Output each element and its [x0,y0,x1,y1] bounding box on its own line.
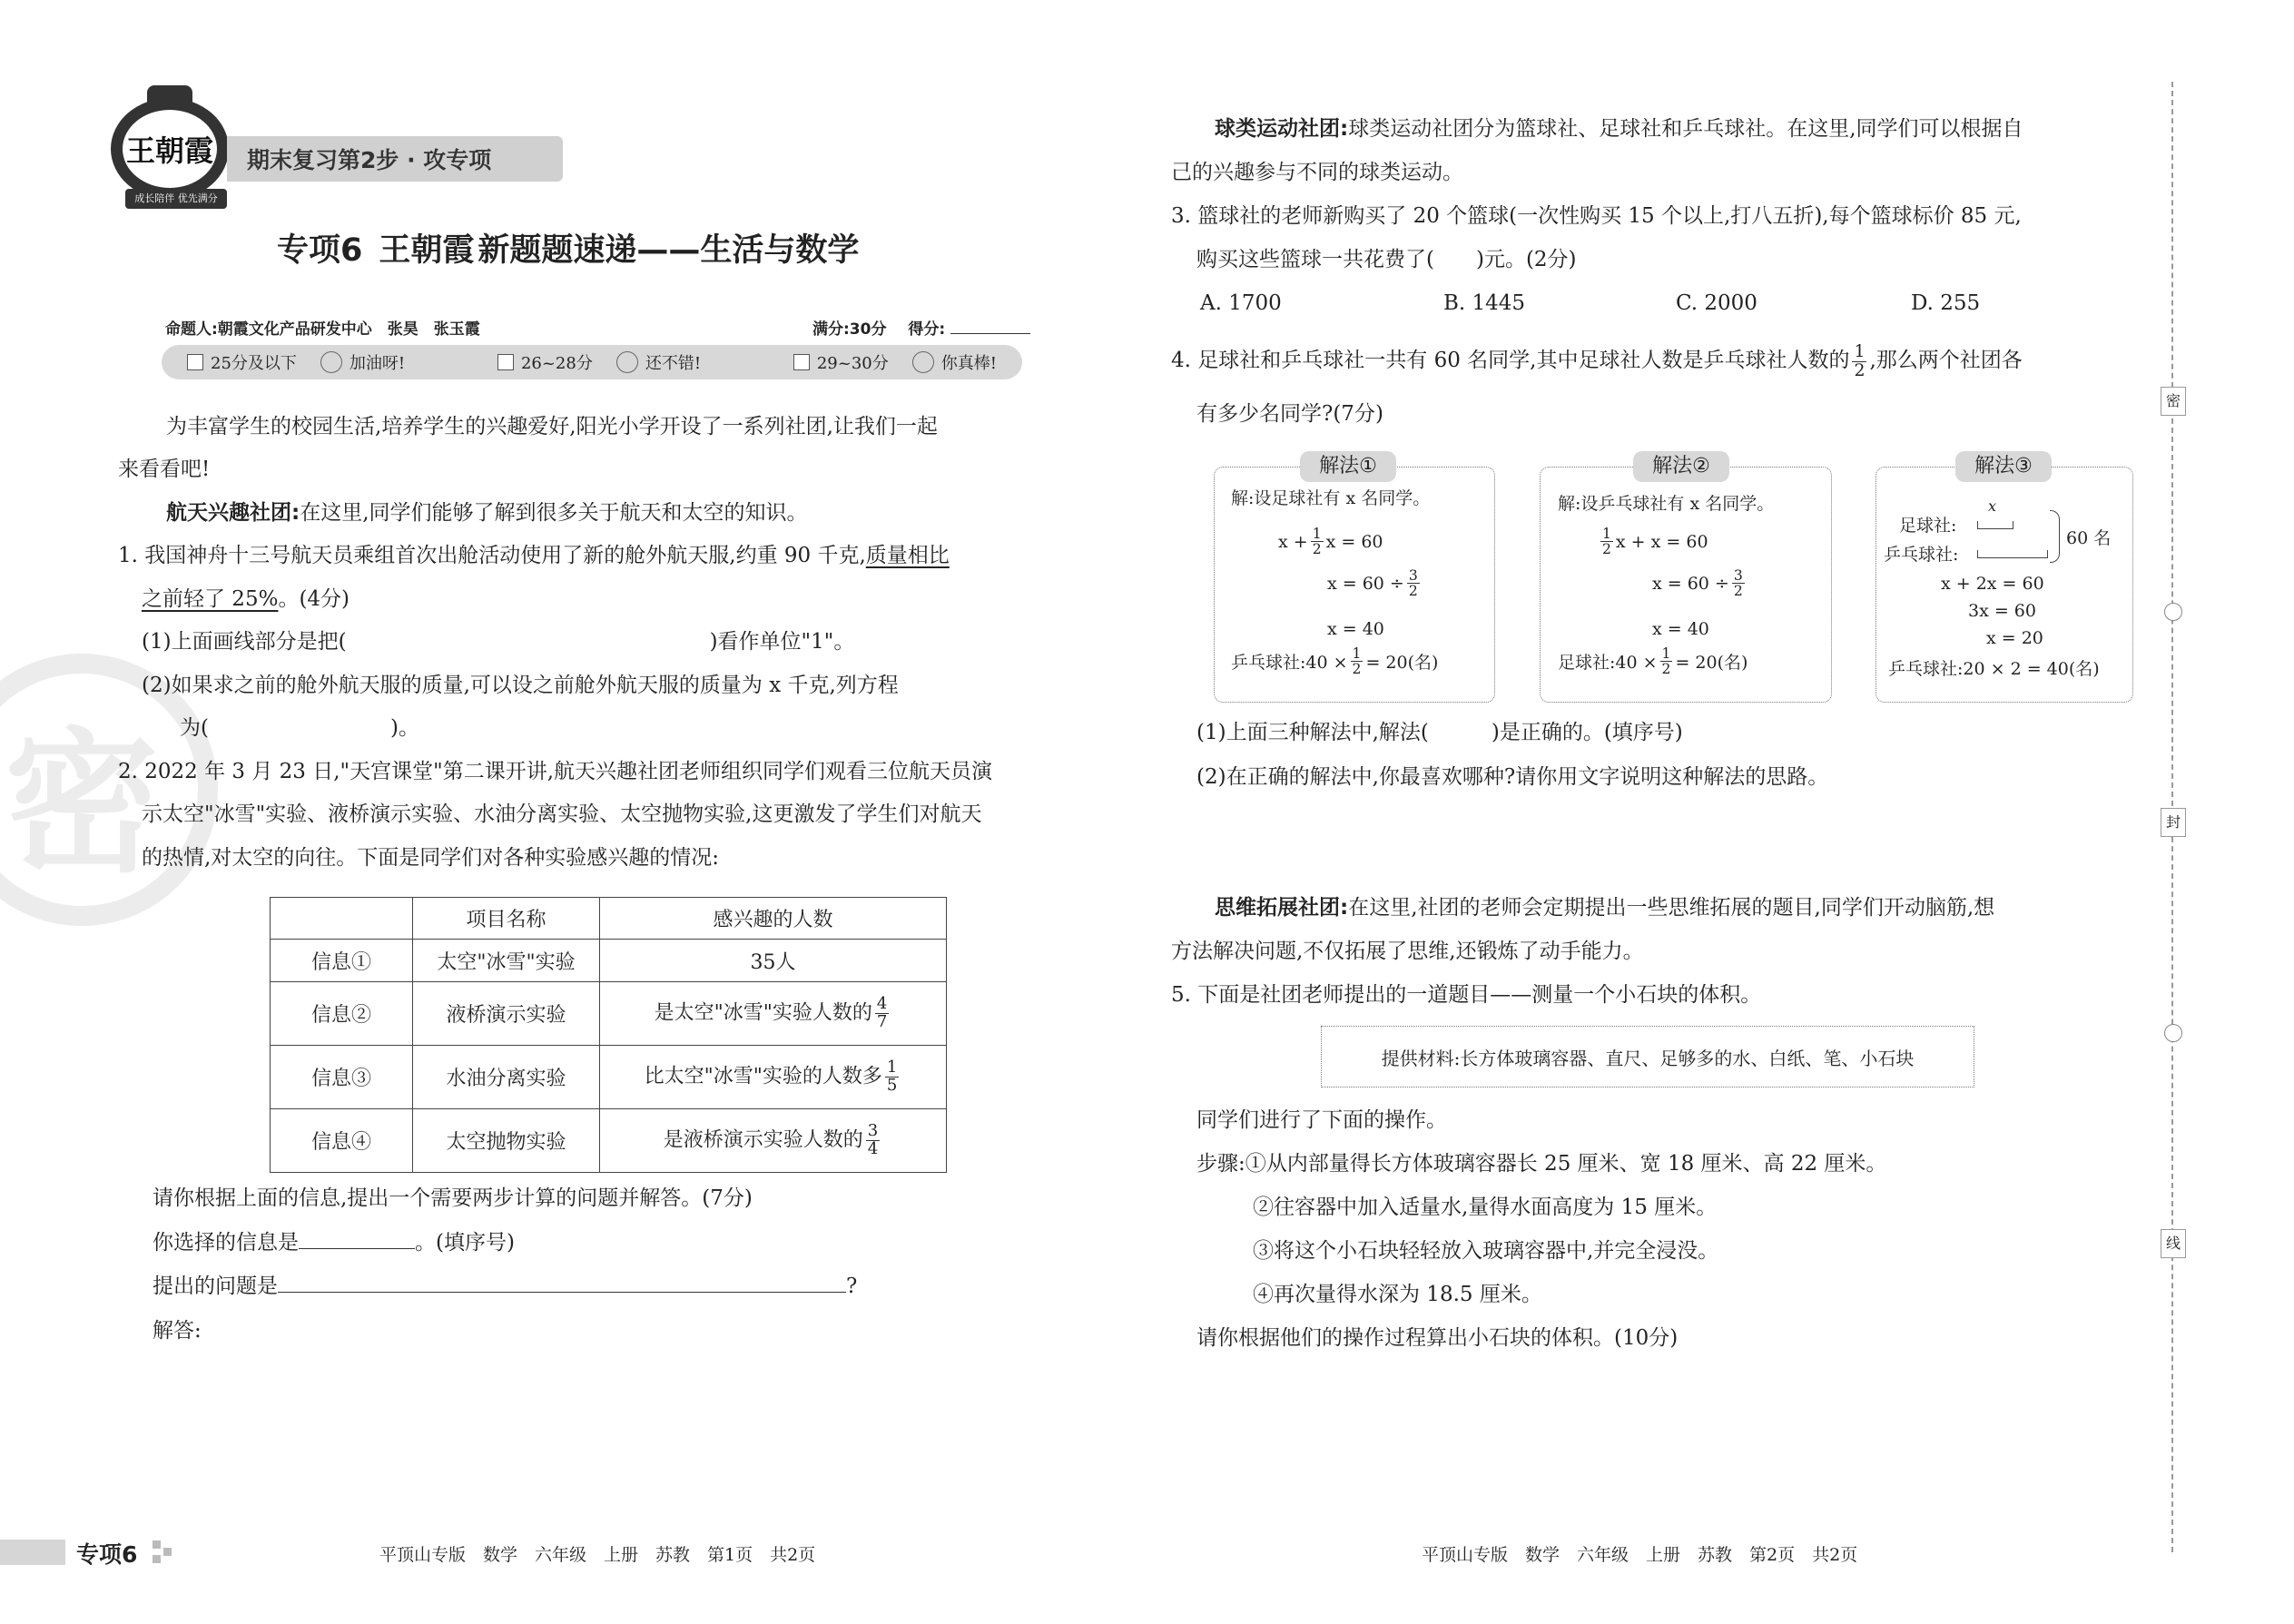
page-title [277,225,859,271]
method3-label-football: 足球社: [1899,516,1957,536]
method-tag-3: 解法③ [1955,451,2052,482]
q3-option-b[interactable]: B. 1445 [1443,291,1526,315]
q1-line-2: 之前轻了 25%。(4分) [142,587,350,611]
score-level-3: 29~30分 你真棒! [793,350,997,374]
footer-section-label: 专项6 [76,1541,138,1568]
method3-label-pingpong: 乒乓球社: [1884,545,1959,565]
q3-option-a[interactable]: A. 1700 [1200,291,1282,315]
review-step-label: 期末复习第2步 · 攻专项 [247,147,492,173]
q5-step-4: ④再次量得水深为 18.5 厘米。 [1253,1283,1542,1306]
table-row: 信息③ 水油分离实验 比太空"冰雪"实验的人数多 $\frac{1}{5}$ [271,1046,947,1109]
method3-eq4: 乒乓球社:20 × 2 = 40(名) [1888,659,2100,679]
q2-line-2: 示太空"冰雪"实验、液桥演示实验、水油分离实验、太空抛物实验,这更激发了学生们对航天 [142,802,982,826]
binding-label-2: 封 [2161,808,2186,837]
method3-eq3: x = 20 [1986,628,2043,648]
method3-total: 60 名 [2066,528,2112,548]
brace-icon [2050,510,2060,563]
watermark-text: 密 [4,714,159,894]
method1-eq2: x = 60 ÷ $\frac{3}{2}$ [1327,567,1418,600]
q5-ops: 同学们进行了下面的操作。 [1196,1108,1447,1132]
q5-step-3: ③将这个小石块轻轻放入玻璃容器中,并完全浸没。 [1253,1239,1719,1263]
q5-step-2: ②往容器中加入适量水,量得水面高度为 15 厘米。 [1253,1196,1718,1219]
q1-line-1: 1. 我国神舟十三号航天员乘组首次出舱活动使用了新的舱外航天服,约重 90 千克,质量相比 [118,544,950,567]
authors-line: 命题人:朝霞文化产品研发中心 张昊 张玉霞 [165,320,480,339]
q1-sub1: (1)上面画线部分是把( )看作单位"1"。 [142,630,855,654]
q4-fraction: $\frac{1}{2}$ [1854,341,1866,380]
title-text: 新题题速递——生活与数学 [478,232,860,269]
q2-choose: 你选择的信息是 。(填序号) [153,1231,515,1255]
q4-line-1: 4. 足球社和乒乓球社一共有 60 名同学,其中足球社人数是乒乓球社人数的 $\frac{1}{2}$ ,那么两个社团各 [1171,341,2023,380]
brand-ribbon: 成长陪伴 优先满分 [125,189,227,209]
table-row: 信息① 太空"冰雪"实验 35人 [271,940,947,982]
q3-line-1: 3. 篮球社的老师新购买了 20 个篮球(一次性购买 15 个以上,打八五折),每个篮球标价 85 元, [1171,204,2022,228]
footer-tab [0,1540,65,1565]
q4-sub1: (1)上面三种解法中,解法( )是正确的。(填序号) [1196,721,1683,744]
method1-eq1: x + $\frac{1}{2}$ x = 60 [1278,526,1383,558]
choose-blank[interactable] [299,1248,415,1249]
footer-text-right: 平顶山专版 数学 六年级 上册 苏教 第2页 共2页 [1422,1545,1858,1565]
q2-line-1: 2. 2022 年 3 月 23 日,"天宫课堂"第二课开讲,航天兴趣社团老师组织同学们观看三位航天员演 [118,760,993,783]
q2-line-3: 的热情,对太空的向往。下面是同学们对各种实验感兴趣的情况: [142,846,720,870]
smiley-icon [616,351,638,373]
smiley-icon [912,351,934,373]
club3-desc-2: 方法解决问题,不仅拓展了思维,还锻炼了动手能力。 [1171,940,1644,963]
method3-eq1: x + 2x = 60 [1941,574,2044,594]
method2-eq2: x = 60 ÷ $\frac{3}{2}$ [1652,567,1743,600]
score-blank[interactable] [950,333,1030,334]
q1-sub2-line2: 为( )。 [180,716,419,740]
club2-heading: 球类运动社团:球类运动社团分为篮球社、足球社和乒乓球社。在这里,同学们可以根据自 [1215,117,2023,141]
footer-decor [153,1540,182,1564]
binding-hole-icon [2164,1024,2182,1042]
q1-sub2: (2)如果求之前的舱外航天服的质量,可以设之前舱外航天服的质量为 x 千克,列方程 [142,674,899,697]
header-banner [227,136,563,182]
experiment-table [270,897,947,1173]
question-blank[interactable] [278,1292,846,1293]
checkbox-26-28[interactable] [497,354,514,370]
full-score: 满分:30分 得分: [812,316,1030,339]
intro-line-1: 为丰富学生的校园生活,培养学生的兴趣爱好,阳光小学开设了一系列社团,让我们一起 [166,415,938,438]
method2-eq4: 足球社:40 × $\frac{1}{2}$ = 20(名) [1558,645,1748,678]
method1-content: 解:设足球社有 x 名同学。 [1231,488,1431,508]
q5-step-1: 步骤:①从内部量得长方体玻璃容器长 25 厘米、宽 18 厘米、高 22 厘米。 [1196,1152,1887,1176]
q2-answer: 解答: [153,1319,202,1343]
checkbox-29-30[interactable] [793,354,810,370]
club2-desc-2: 己的兴趣参与不同的球类运动。 [1171,161,1463,184]
method-tag-2: 解法② [1633,451,1729,482]
score-bar [162,345,1022,379]
checkbox-25[interactable] [187,354,203,370]
segment-football [1977,521,2013,529]
materials-box: 提供材料:长方体玻璃容器、直尺、足够多的水、白纸、笔、小石块 [1321,1026,1974,1088]
q4-sub2: (2)在正确的解法中,你最喜欢哪种?请你用文字说明这种解法的思路。 [1196,765,1829,789]
q3-option-d[interactable]: D. 255 [1911,291,1981,315]
footer-text-left: 平顶山专版 数学 六年级 上册 苏教 第1页 共2页 [379,1545,816,1565]
title-label: 专项6 [277,232,363,269]
method2-content: 解:设乒乓球社有 x 名同学。 [1558,494,1775,514]
table-row: 信息② 液桥演示实验 是太空"冰雪"实验人数的 $\frac{4}{7}$ [271,982,947,1046]
segment-pingpong [1977,550,2048,558]
binding-hole-icon [2164,603,2182,621]
q2-ask: 请你根据上面的信息,提出一个需要两步计算的问题并解答。(7分) [153,1186,753,1210]
q5-ask: 请你根据他们的操作过程算出小石块的体积。(10分) [1196,1326,1679,1350]
method1-eq3: x = 40 [1327,619,1384,639]
brand-logo [111,98,229,200]
table-row: 信息④ 太空抛物实验 是液桥演示实验人数的 $\frac{3}{4}$ [271,1109,947,1173]
q3-line-2: 购买这些篮球一共花费了( )元。(2分) [1196,248,1577,271]
table-header-row: 项目名称 感兴趣的人数 [271,898,947,940]
binding-label-1: 密 [2161,387,2186,416]
club1-heading: 航天兴趣社团:在这里,同学们能够了解到很多关于航天和太空的知识。 [166,501,808,525]
brand-logo-text: 王朝霞 [125,133,213,168]
score-level-1: 25分及以下 加油呀! [187,350,405,374]
method2-eq1: $\frac{1}{2}$ x + x = 60 [1602,526,1708,558]
method1-eq4: 乒乓球社:40 × $\frac{1}{2}$ = 20(名) [1231,645,1439,678]
method3-eq2: 3x = 60 [1968,601,2036,621]
title-brand: 王朝霞 [379,231,475,269]
method2-eq3: x = 40 [1652,619,1709,639]
score-level-2: 26~28分 还不错! [497,350,701,374]
intro-line-2: 来看看吧! [118,458,211,481]
q3-option-c[interactable]: C. 2000 [1676,291,1757,315]
club3-heading: 思维拓展社团:在这里,社团的老师会定期提出一些思维拓展的题目,同学们开动脑筋,想 [1215,896,1995,920]
q2-question: 提出的问题是 ? [153,1275,858,1298]
binding-label-3: 线 [2161,1229,2186,1258]
q4-line-2: 有多少名同学?(7分) [1196,402,1383,426]
method-tag-1: 解法① [1300,451,1396,482]
brand-crown-icon [147,85,192,103]
smiley-icon [320,351,342,373]
q5-line-1: 5. 下面是社团老师提出的一道题目——测量一个小石块的体积。 [1171,983,1762,1007]
method3-x-label: x [1988,497,1997,515]
